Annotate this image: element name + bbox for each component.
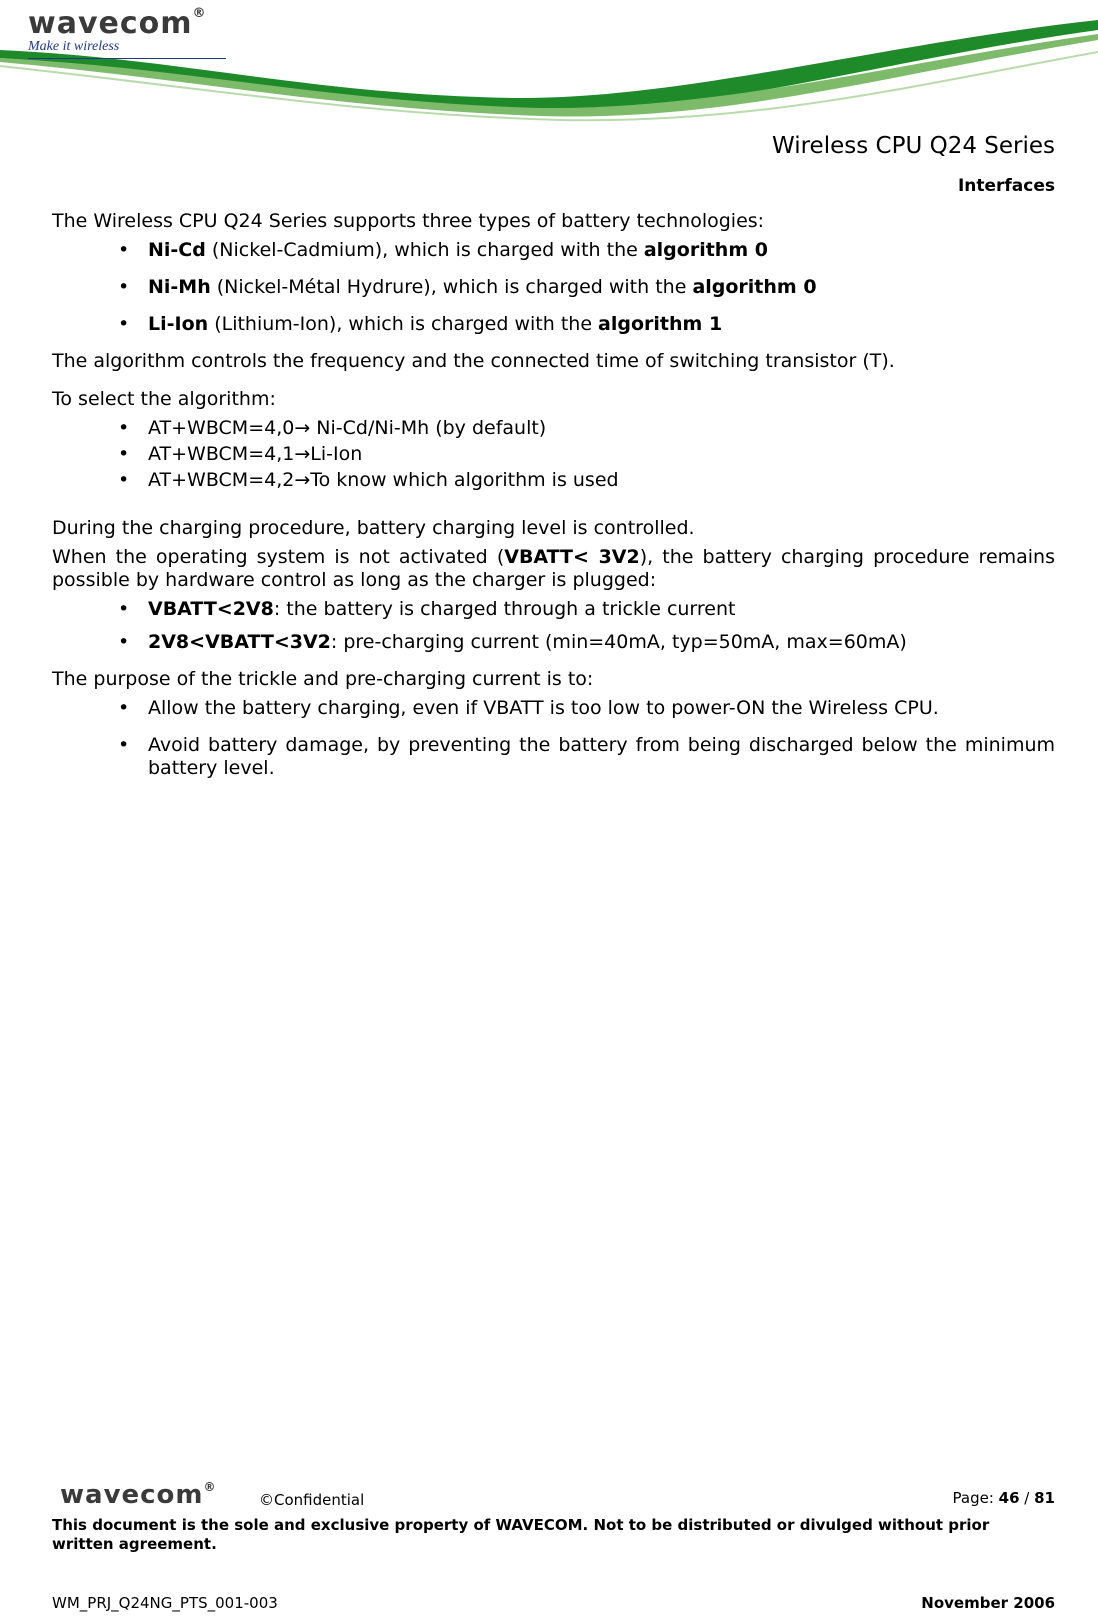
page-separator: / (1019, 1489, 1035, 1507)
select-paragraph: To select the algorithm: (52, 388, 276, 410)
document-date: November 2006 (921, 1594, 1055, 1612)
battery-algo: algorithm 0 (692, 276, 817, 298)
bullet-icon: • (118, 276, 130, 298)
command-text: AT+WBCM=4,0→ Ni-Cd/Ni-Mh (by default) (148, 417, 547, 439)
ownership-notice: This document is the sole and exclusive property of WAVECOM. Not to be distributed or divulged without prior written agreement. (52, 1516, 990, 1553)
command-text: AT+WBCM=4,2→To know which algorithm is used (148, 469, 619, 491)
wavecom-logo (28, 6, 226, 59)
page-number (953, 1489, 1055, 1507)
battery-name: Ni-Cd (148, 239, 206, 261)
battery-type-list (52, 239, 1055, 336)
hardware-control-list (52, 598, 1055, 654)
page-current: 46 (998, 1489, 1020, 1507)
os-text-pre: When the operating system is not activated ( (52, 546, 505, 568)
footer-logo (60, 1480, 217, 1510)
command-text: AT+WBCM=4,1→Li-Ion (148, 443, 363, 465)
battery-algo: algorithm 1 (598, 313, 723, 335)
hw-text: : pre-charging current (min=40mA, typ=50mA, max=60mA) (330, 631, 907, 653)
bullet-icon: • (118, 313, 130, 335)
purpose-list (52, 697, 1055, 780)
bullet-icon: • (118, 631, 130, 653)
logo-tagline: Make it wireless (28, 39, 226, 59)
section-title: Interfaces (957, 176, 1055, 196)
list-item (52, 734, 1055, 780)
hw-condition: VBATT<2V8 (148, 598, 274, 620)
document-reference: WM_PRJ_Q24NG_PTS_001-003 (52, 1594, 278, 1612)
registered-icon: ® (192, 6, 207, 21)
confidential-label: ©Confidential (259, 1491, 365, 1509)
bullet-icon: • (118, 697, 130, 719)
list-item (52, 598, 1055, 621)
battery-desc: (Nickel-Métal Hydrure), which is charged with the (210, 276, 693, 298)
bullet-icon: • (118, 443, 130, 465)
list-item (52, 239, 1055, 262)
bullet-icon: • (118, 734, 130, 756)
bullet-icon: • (118, 239, 130, 261)
os-text-bold: VBATT< 3V2 (504, 546, 640, 568)
algorithm-paragraph: The algorithm controls the frequency and the connected time of switching transistor (T). (52, 350, 895, 372)
document-body (52, 210, 1055, 794)
footer-logo-wordmark: wavecom (60, 1480, 204, 1510)
page-total: 81 (1034, 1489, 1055, 1507)
list-item (52, 697, 1055, 720)
hw-text: : the battery is charged through a trickle current (273, 598, 736, 620)
registered-icon: ® (203, 1480, 217, 1494)
logo-wordmark: wavecom (28, 6, 193, 41)
command-list (52, 417, 1055, 492)
list-item (52, 417, 1055, 440)
list-item (52, 631, 1055, 654)
purpose-paragraph: The purpose of the trickle and pre-charging current is to: (52, 668, 594, 690)
bullet-icon: • (118, 469, 130, 491)
battery-algo: algorithm 0 (643, 239, 768, 261)
bullet-icon: • (118, 598, 130, 620)
battery-desc: (Nickel-Cadmium), which is charged with the (205, 239, 644, 261)
os-paragraph (52, 546, 1055, 592)
battery-name: Li-Ion (148, 313, 209, 335)
page-label: Page: (952, 1489, 999, 1507)
list-item (52, 443, 1055, 466)
battery-name: Ni-Mh (148, 276, 211, 298)
purpose-text: Avoid battery damage, by preventing the battery from being discharged below the minimum battery level. (148, 734, 1055, 779)
header-band (0, 0, 1098, 140)
list-item (52, 276, 1055, 299)
os-text-post: ), the battery charging procedure remains possible by hardware control as long as the charger is plugged: (52, 546, 1056, 591)
bullet-icon: • (118, 417, 130, 439)
list-item (52, 313, 1055, 336)
list-item (52, 469, 1055, 492)
charging-control-paragraph: During the charging procedure, battery charging level is controlled. (52, 517, 695, 539)
hw-condition: 2V8<VBATT<3V2 (148, 631, 331, 653)
purpose-text: Allow the battery charging, even if VBATT is too low to power-ON the Wireless CPU. (148, 697, 939, 719)
battery-desc: (Lithium-Ion), which is charged with the (208, 313, 599, 335)
intro-paragraph: The Wireless CPU Q24 Series supports three types of battery technologies: (52, 210, 765, 232)
document-title: Wireless CPU Q24 Series (771, 133, 1055, 159)
